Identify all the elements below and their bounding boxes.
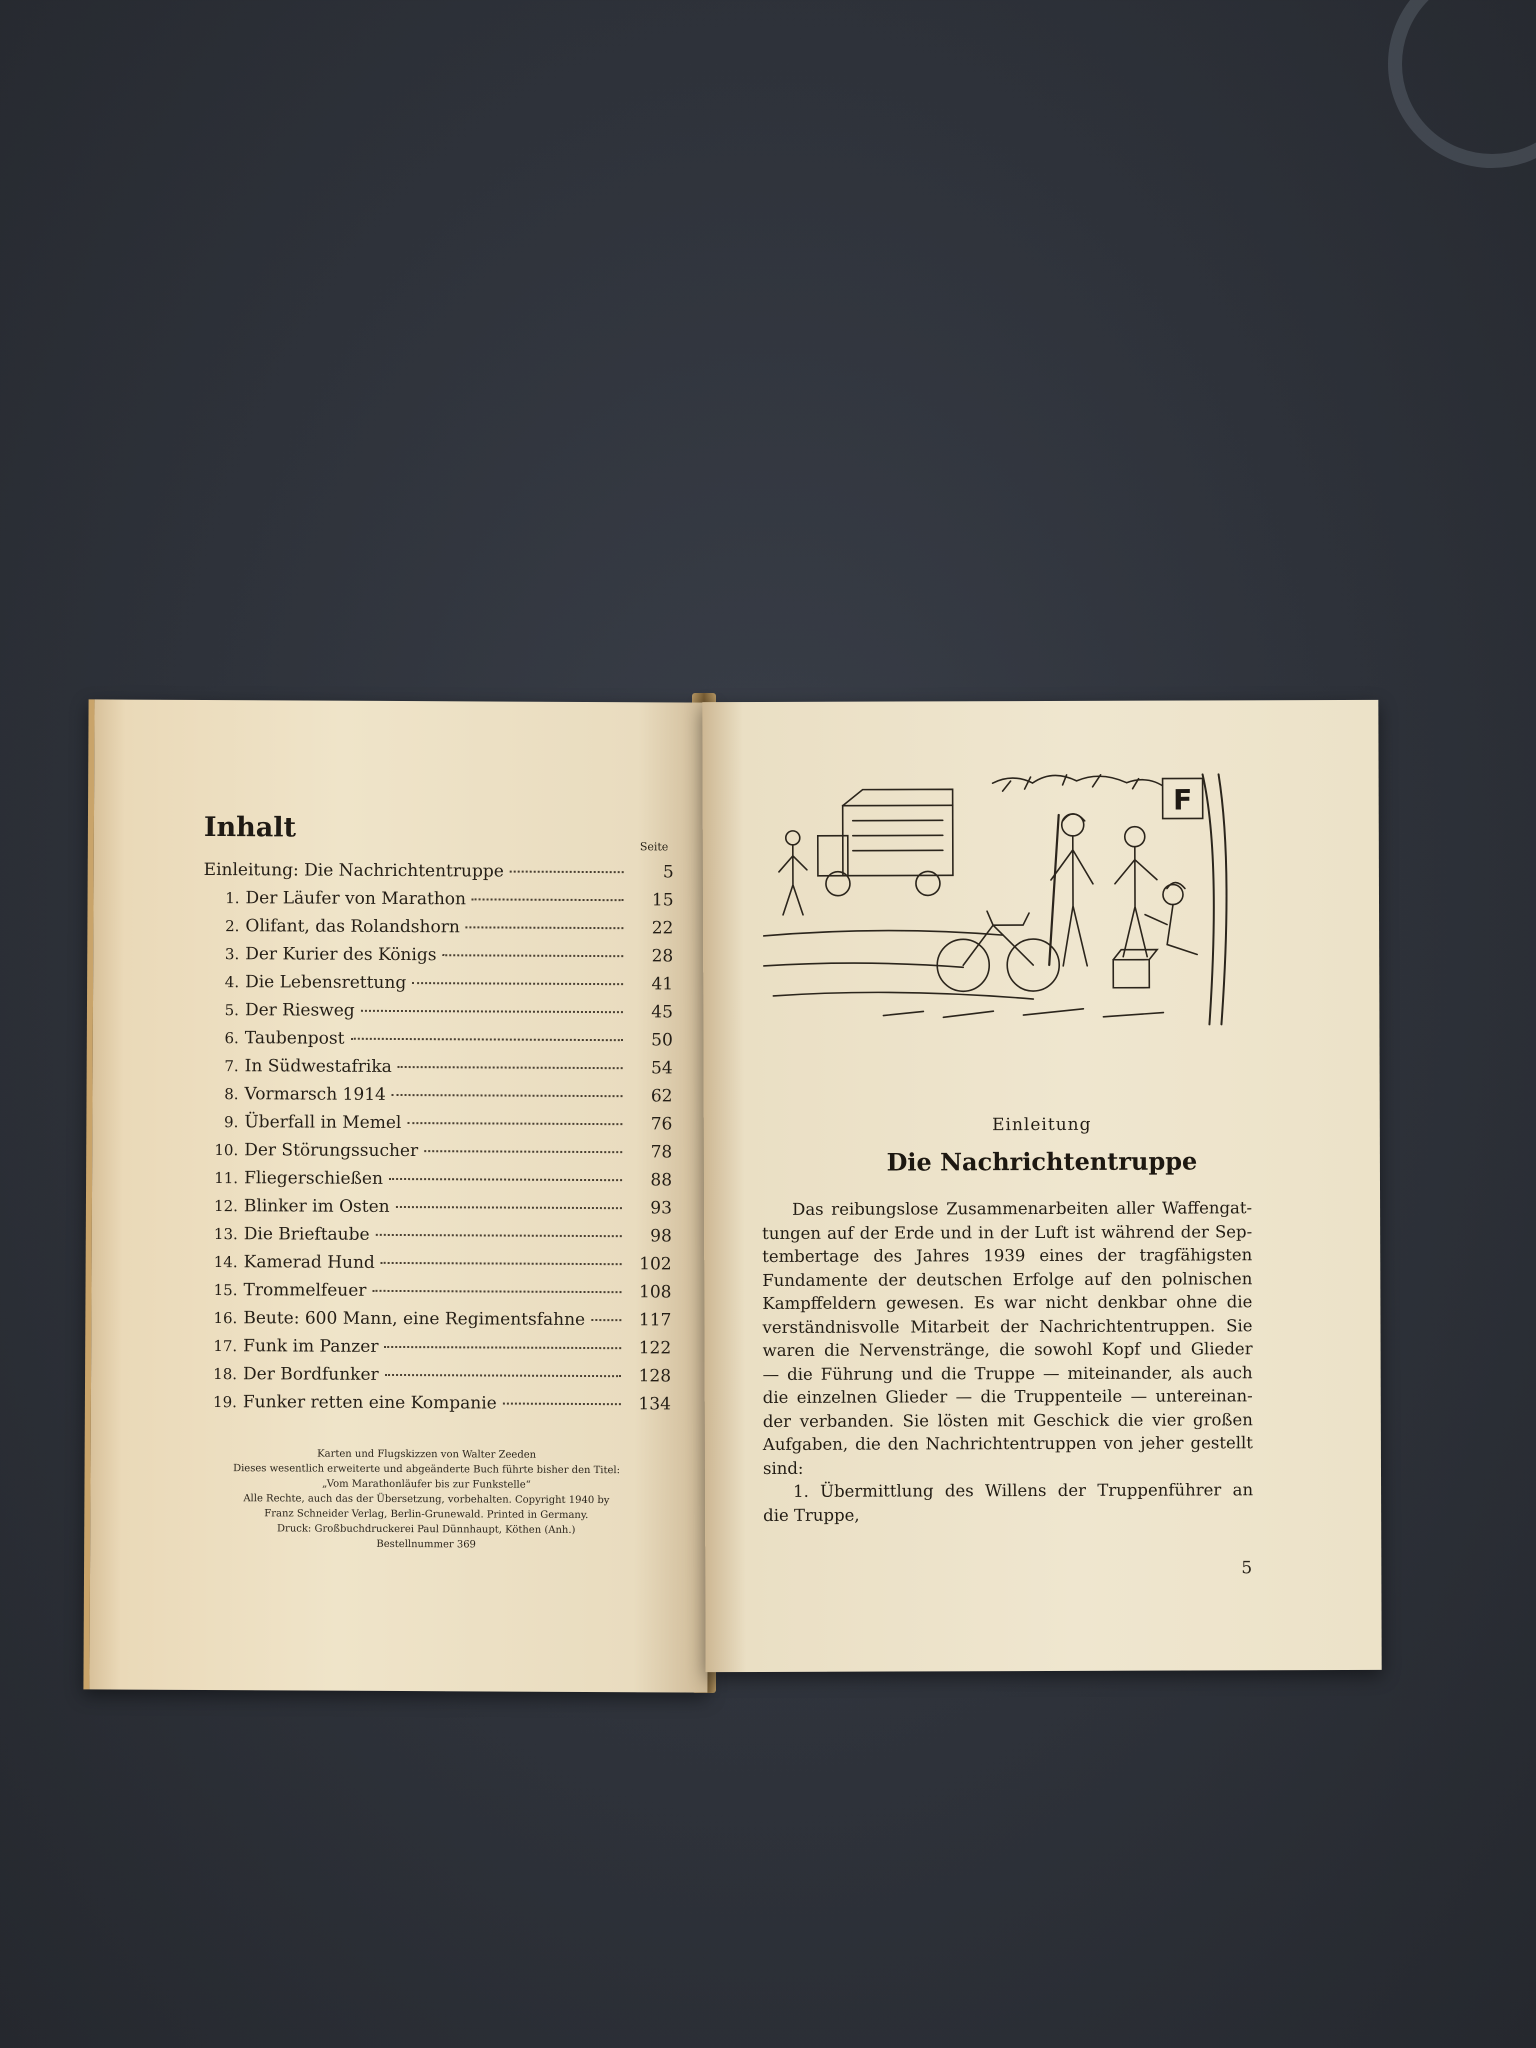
body-line: verständnisvolle Mitarbeit der Nachrichtentruppen. Sie [762,1315,1253,1337]
body-line: der verbanden. Sie lösten mit Geschick die vier großen [762,1409,1253,1431]
toc-entry-page: 128 [638,1366,672,1387]
toc-entry [203,1028,673,1058]
toc-entry-page: 108 [638,1282,672,1303]
body-line: die Truppe, [763,1505,860,1525]
toc-leader-dots [385,1373,621,1377]
toc-entry-label: In Südwestafrika [244,1056,392,1077]
toc-entry-label: Olifant, das Rolandshorn [245,916,460,938]
toc-leader-dots [389,1177,622,1181]
toc-entry [202,1196,672,1226]
toc-entry-page: 28 [651,946,674,967]
toc-entry [201,1308,671,1338]
toc-entry-label: Der Bordfunker [243,1364,379,1385]
imprint-line: Bestellnummer 369 [376,1538,476,1551]
toc-entry-label: Der Störungssucher [244,1140,419,1162]
body-line: Fundamente der deutschen Erfolge auf den polnischen [762,1268,1253,1290]
toc-entry [204,860,674,890]
toc-entry [202,1140,672,1170]
toc-entry [203,944,673,974]
toc-entry [202,1168,672,1198]
toc-leader-dots [472,897,624,901]
body-text [762,1196,1253,1527]
toc-entry-number: 3. [224,945,240,964]
toc-entry-number: 7. [224,1057,239,1076]
toc-entry-label: Funk im Panzer [243,1336,379,1357]
toc-entry-label: Vormarsch 1914 [244,1084,386,1105]
body-line: 1. Übermittlung des Willens der Truppenführer an [793,1480,1254,1501]
toc-entry-page: 88 [650,1170,673,1191]
toc-entry-number: 12. [214,1197,238,1216]
toc-entry-label: Kamerad Hund [243,1252,375,1273]
toc-entry [202,1252,672,1282]
toc-entry-number: 1. [225,889,240,908]
toc-entry-label: Der Läufer von Marathon [245,888,467,910]
open-book [86,693,1380,1691]
toc-entry-number: 14. [213,1253,238,1272]
imprint [206,1446,647,1553]
body-line: Das reibungslose Zusammenarbeiten aller Waffengat- [792,1198,1253,1219]
toc-entry-number: 18. [213,1365,238,1384]
toc-leader-dots [381,1261,622,1265]
toc-entry-number: 10. [214,1141,239,1160]
toc-entry-page: 22 [651,918,674,939]
illustration-sign-letter: F [1173,783,1193,817]
body-line: tembertage des Jahres 1939 eines der tragfähigsten [762,1245,1253,1266]
toc-entry-page: 5 [662,862,674,883]
sub-heading: Einleitung [992,1114,1092,1136]
imprint-line: Karten und Flugskizzen von Walter Zeeden [317,1448,537,1461]
toc-entry [202,1112,672,1142]
toc-entry-number: 5. [224,1001,240,1020]
toc-entry-number: 4. [224,973,240,992]
table-reflection [1388,0,1536,168]
toc-entry-label: Einleitung: Die Nachrichtentruppe [203,859,504,882]
toc-entry-label: Die Brieftaube [243,1224,370,1245]
toc-entry-page: 98 [650,1226,672,1247]
toc-entry-number: 19. [213,1393,237,1412]
toc-entry [202,1224,672,1254]
toc-leader-dots [466,925,624,929]
imprint-line: Alle Rechte, auch das der Übersetzung, vorbehalten. Copyright 1940 by [243,1493,610,1507]
imprint-line: „Vom Marathonläufer bis zur Funkstelle“ [322,1478,531,1491]
imprint-line: Druck: Großbuchdruckerei Paul Dünnhaupt, Köthen (Anh.) [277,1523,576,1536]
toc-entry-label: Der Riesweg [244,1000,355,1021]
toc-entry [202,1084,672,1114]
toc-leader-dots [396,1205,622,1209]
toc-entry-label: Blinker im Osten [243,1196,390,1217]
imprint-line: Dieses wesentlich erweiterte und abgeänderte Buch führte bisher den Titel: [233,1463,621,1477]
toc-entry [201,1364,671,1394]
page-number: 5 [1241,1558,1253,1579]
toc-leader-dots [398,1065,623,1069]
toc-title: Inhalt [203,811,297,844]
toc-entry-page: 134 [638,1394,671,1415]
toc-leader-dots [503,1402,621,1406]
toc-entry-label: Überfall in Memel [244,1112,402,1134]
toc-entry-label: Beute: 600 Mann, eine Regimentsfahne [243,1308,586,1330]
body-line: — die Führung und die Truppe — miteinander, als auch [762,1362,1253,1384]
toc-entry [203,1056,673,1086]
toc-entry [201,1392,671,1422]
toc-entry-label: Trommelfeuer [243,1280,367,1301]
toc-entry-number: 11. [214,1169,239,1188]
body-line: waren die Nervenstränge, die sowohl Kopf und Glieder [762,1339,1253,1360]
body-line: die einzelnen Glieder — die Truppenteile — untereinan- [762,1386,1253,1407]
body-line: Aufgaben, die den Nachrichtentruppen von jeher gestellt [762,1433,1253,1454]
toc-entry-page: 93 [650,1198,672,1219]
toc-entry-number: 15. [213,1281,238,1300]
toc-entry-page: 62 [650,1086,673,1107]
toc-leader-dots [372,1289,621,1293]
toc-entry [201,1280,671,1310]
toc-entry-label: Fliegerschießen [244,1168,384,1189]
left-page [83,699,712,1692]
toc-entry [203,972,673,1002]
toc-entry-number: 2. [225,917,240,936]
toc-entry-number: 17. [213,1337,238,1356]
toc-entry [203,1000,673,1030]
toc-entry-label: Taubenpost [244,1028,345,1049]
toc-entry-number: 9. [224,1113,239,1132]
toc-entry-page: 54 [650,1058,673,1079]
toc-entry [203,888,673,918]
toc-entry-label: Die Lebensrettung [245,972,407,994]
toc-entry-page: 117 [638,1310,672,1331]
toc-leader-dots [384,1345,621,1349]
toc-entry-label: Funker retten eine Kompanie [242,1392,497,1414]
toc-entry [201,1336,671,1366]
toc-entry-number: 6. [224,1029,239,1048]
toc-leader-dots [424,1149,622,1153]
toc-leader-dots [407,1121,622,1125]
toc-entry-number: 16. [213,1309,238,1328]
toc-entry-number: 8. [224,1085,239,1104]
table-of-contents [201,860,674,1422]
toc-entry-page: 102 [639,1254,672,1275]
toc-entry [203,916,673,946]
right-page [702,700,1381,1672]
toc-leader-dots [510,870,624,874]
toc-entry-page: 50 [651,1030,673,1051]
toc-entry-page: 122 [638,1338,672,1359]
toc-entry-label: Der Kurier des Königs [245,944,437,966]
soldiers-illustration [763,764,1254,1030]
toc-leader-dots [361,1009,623,1013]
body-line: tungen auf der Erde und in der Luft ist während der Sep- [762,1221,1253,1243]
body-line: Kampffeldern gewesen. Es war nicht denkbar ohne die [762,1292,1253,1313]
toc-leader-dots [376,1233,622,1237]
toc-entry-page: 76 [650,1114,673,1135]
toc-leader-dots [392,1093,623,1097]
toc-entry-page: 15 [651,890,674,911]
toc-entry-page: 78 [650,1142,673,1163]
toc-entry-number: 13. [213,1225,238,1244]
imprint-line: Franz Schneider Verlag, Berlin-Grunewald. Printed in Germany. [264,1508,589,1522]
toc-entry-page: 45 [651,1002,674,1023]
chapter-title: Die Nachrichtentruppe [886,1146,1198,1177]
toc-entry-page: 41 [651,974,674,995]
toc-leader-dots [442,953,623,957]
body-line: sind: [762,1458,804,1478]
toc-page-column-label: Seite [639,840,669,854]
toc-leader-dots [350,1037,622,1041]
toc-leader-dots [412,981,623,985]
toc-leader-dots [591,1318,621,1321]
